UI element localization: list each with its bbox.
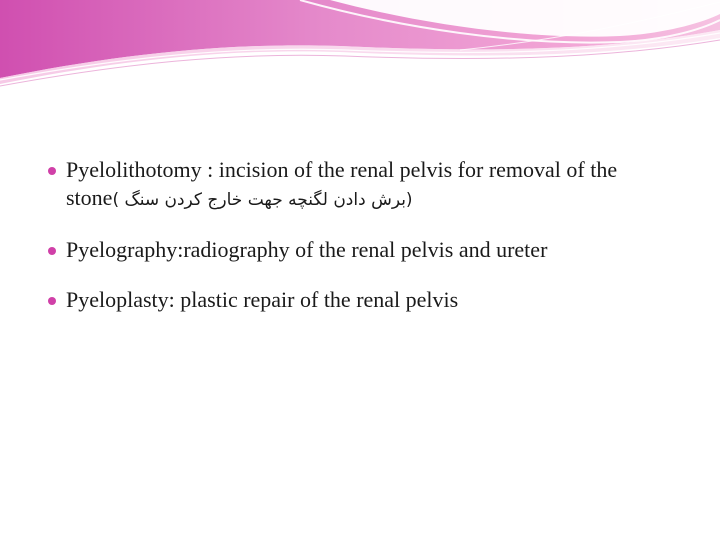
bullet-list bbox=[44, 156, 694, 336]
bullet-text: Pyeloplasty: plastic repair of the renal pelvis bbox=[66, 287, 459, 312]
bullet-item-pyelography bbox=[44, 236, 694, 264]
bullet-item-pyeloplasty bbox=[44, 286, 694, 314]
bullet-text: Pyelography:radiography of the renal pelvis and ureter bbox=[66, 237, 548, 262]
header-wave-decoration bbox=[0, 0, 720, 90]
bullet-text: Pyelolithotomy : incision of the renal pelvis for removal of the stone bbox=[66, 157, 618, 210]
bullet-item-pyelolithotomy bbox=[44, 156, 694, 214]
persian-note: (برش دادن لگنچه جهت خارج کردن سنگ ) bbox=[112, 190, 413, 210]
bullet-dot-icon bbox=[48, 297, 56, 305]
bullet-dot-icon bbox=[48, 247, 56, 255]
bullet-dot-icon bbox=[48, 167, 56, 175]
